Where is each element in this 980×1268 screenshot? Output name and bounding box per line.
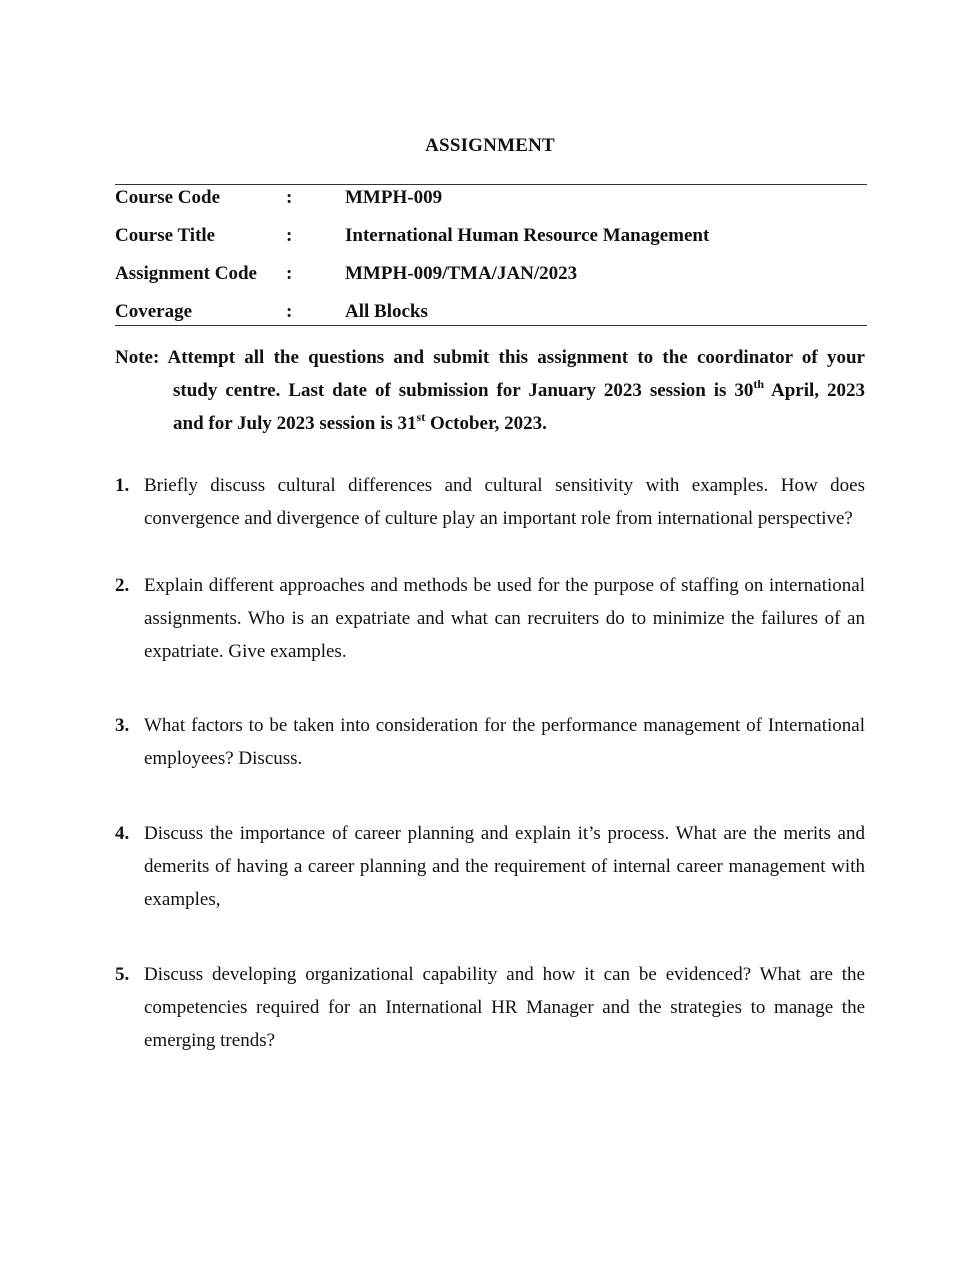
question-2 xyxy=(115,569,865,668)
note-line-2 xyxy=(115,374,865,407)
info-label: Course Title xyxy=(115,225,216,246)
question-line: assignments. Who is an expatriate and what can recruiters do to minimize the failures of an xyxy=(144,608,865,629)
question-line: Briefly discuss cultural differences and cultural sensitivity with examples. How does xyxy=(144,475,865,496)
info-colon: : xyxy=(286,225,293,246)
question-number: 1. xyxy=(115,475,130,496)
question-line: demerits of having a career planning and the requirement of internal career management with xyxy=(144,856,865,877)
question-line: Discuss developing organizational capability and how it can be evidenced? What are the xyxy=(144,964,865,985)
info-value: MMPH-009 xyxy=(345,187,443,208)
question-text xyxy=(144,569,865,668)
note-line-1: Note: Attempt all the questions and submit this assignment to the coordinator of your xyxy=(115,347,865,368)
note-text: study centre. Last date of submission for January 2023 session is 30 xyxy=(173,380,754,401)
info-value: International Human Resource Management xyxy=(345,225,710,246)
info-top-rule xyxy=(115,184,867,185)
info-value: MMPH-009/TMA/JAN/2023 xyxy=(345,263,578,284)
question-3 xyxy=(115,709,865,775)
question-line: convergence and divergence of culture play an important role from international perspective? xyxy=(144,508,853,529)
note-text: October, 2023. xyxy=(425,413,547,434)
question-text xyxy=(144,709,865,775)
info-row-coverage xyxy=(115,301,867,327)
ordinal-superscript: th xyxy=(753,377,765,391)
info-value: All Blocks xyxy=(345,301,428,322)
note-text: April, 2023 xyxy=(764,380,865,401)
info-label: Course Code xyxy=(115,187,221,208)
question-4 xyxy=(115,817,865,916)
question-line: examples, xyxy=(144,889,221,910)
info-label: Coverage xyxy=(115,301,193,322)
question-number: 2. xyxy=(115,575,130,596)
info-label: Assignment Code xyxy=(115,263,257,284)
question-line: What factors to be taken into consideration for the performance management of International xyxy=(144,715,865,736)
question-line: emerging trends? xyxy=(144,1030,276,1051)
info-colon: : xyxy=(286,301,293,322)
question-number: 3. xyxy=(115,715,130,736)
question-line: expatriate. Give examples. xyxy=(144,641,347,662)
info-colon: : xyxy=(286,263,293,284)
ordinal-superscript: st xyxy=(416,410,426,424)
question-number: 5. xyxy=(115,964,130,985)
note-line-3 xyxy=(115,407,865,440)
info-colon: : xyxy=(286,187,293,208)
info-bottom-rule xyxy=(115,325,867,326)
info-row-assignment-code xyxy=(115,263,867,289)
submission-note xyxy=(115,341,865,440)
question-line: employees? Discuss. xyxy=(144,748,303,769)
question-text xyxy=(144,817,865,916)
document-title: ASSIGNMENT xyxy=(425,135,555,156)
question-number: 4. xyxy=(115,823,130,844)
question-1 xyxy=(115,469,865,535)
question-line: Explain different approaches and methods be used for the purpose of staffing on international xyxy=(144,575,865,596)
question-line: Discuss the importance of career planning and explain it’s process. What are the merits and xyxy=(144,823,865,844)
info-row-course-code xyxy=(115,187,867,213)
question-line: competencies required for an International HR Manager and the strategies to manage the xyxy=(144,997,865,1018)
question-5 xyxy=(115,958,865,1057)
info-row-course-title xyxy=(115,225,867,251)
note-text: and for July 2023 session is 31 xyxy=(173,413,417,434)
question-text xyxy=(144,958,865,1057)
question-text xyxy=(144,469,865,535)
